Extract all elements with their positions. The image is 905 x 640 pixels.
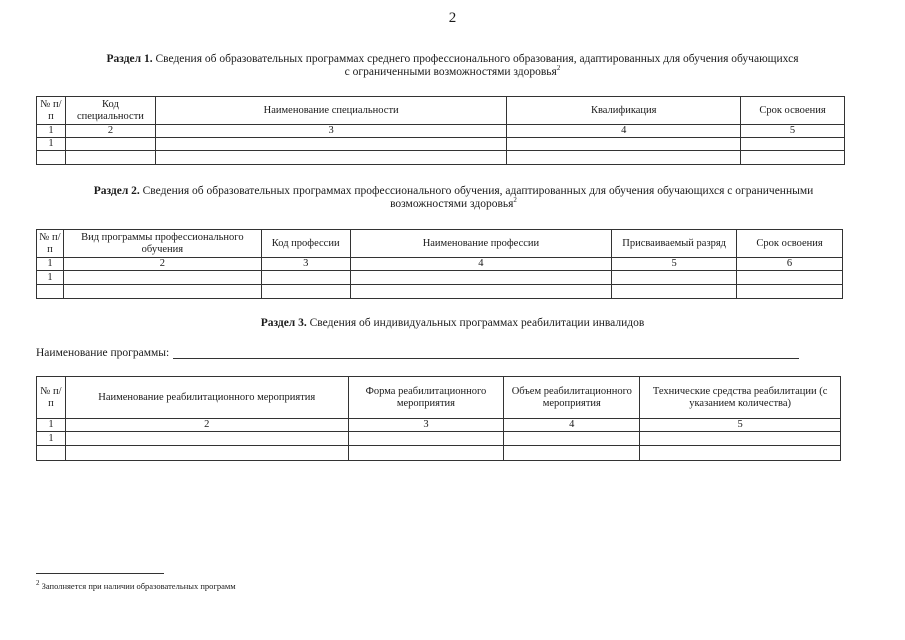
header-cell: Вид программы профессионального обучения	[63, 230, 261, 258]
section1-heading	[40, 53, 865, 79]
table-cell: 4	[504, 419, 640, 432]
table-cell: 4	[507, 125, 741, 138]
section3-table	[36, 376, 841, 461]
table-numbering-row	[37, 258, 843, 271]
section3-title: Сведения об индивидуальных программах реабилитации инвалидов	[309, 317, 645, 329]
table-cell: 1	[37, 271, 64, 285]
table-row	[37, 285, 843, 299]
table-cell	[640, 446, 841, 461]
table-cell: 1	[37, 432, 66, 446]
table-cell	[348, 446, 504, 461]
table-cell	[65, 432, 348, 446]
table-row	[37, 271, 843, 285]
header-cell: Срок освоения	[737, 230, 843, 258]
footnote-mark: 2	[36, 579, 40, 588]
table-cell	[612, 285, 737, 299]
section1-label: Раздел 1.	[106, 53, 153, 65]
table-cell	[737, 285, 843, 299]
table-cell	[640, 432, 841, 446]
header-cell: № п/п	[37, 97, 66, 125]
table-cell	[155, 151, 506, 165]
table-cell	[350, 285, 612, 299]
table-cell	[504, 432, 640, 446]
header-cell: Присваиваемый разряд	[612, 230, 737, 258]
table-cell	[348, 432, 504, 446]
header-cell: Технические средства реабилитации (с указанием количества)	[640, 377, 841, 419]
table-cell	[65, 151, 155, 165]
table-cell: 2	[63, 258, 261, 271]
table-cell	[350, 271, 612, 285]
header-cell: Код специальности	[65, 97, 155, 125]
table-cell: 3	[261, 258, 350, 271]
table-cell: 4	[350, 258, 612, 271]
section1-table	[36, 96, 845, 165]
header-cell: Наименование специальности	[155, 97, 506, 125]
table-cell	[741, 151, 845, 165]
table-cell	[504, 446, 640, 461]
header-cell: Форма реабилитационного мероприятия	[348, 377, 504, 419]
table-cell	[37, 446, 66, 461]
table-cell: 2	[65, 125, 155, 138]
section2-table	[36, 229, 843, 299]
table-numbering-row	[37, 125, 845, 138]
table-cell	[261, 271, 350, 285]
table-cell	[65, 138, 155, 151]
table-cell	[741, 138, 845, 151]
table-cell: 1	[37, 419, 66, 432]
table-row	[37, 138, 845, 151]
table-cell	[37, 285, 64, 299]
table-cell: 1	[37, 125, 66, 138]
section3-heading	[0, 317, 905, 330]
program-name-blank	[173, 346, 799, 359]
footnote-ref: 2	[556, 64, 561, 73]
table-cell	[63, 285, 261, 299]
table-cell: 1	[37, 258, 64, 271]
table-row	[37, 151, 845, 165]
footnote-ref: 2	[513, 196, 517, 205]
header-cell: Срок освоения	[741, 97, 845, 125]
header-cell: Код профессии	[261, 230, 350, 258]
table-cell	[507, 138, 741, 151]
header-cell: № п/п	[37, 377, 66, 419]
header-cell: № п/п	[37, 230, 64, 258]
footnote-rule	[36, 573, 164, 574]
header-cell: Объем реабилитационного мероприятия	[504, 377, 640, 419]
section2-heading	[36, 185, 871, 211]
section2-label: Раздел 2.	[93, 185, 140, 197]
program-name-line	[36, 346, 799, 359]
header-cell: Наименование реабилитационного мероприятия	[65, 377, 348, 419]
program-name-label: Наименование программы:	[36, 347, 170, 359]
header-cell: Наименование профессии	[350, 230, 612, 258]
table-cell	[261, 285, 350, 299]
table-cell: 5	[640, 419, 841, 432]
table-row	[37, 446, 841, 461]
section1-title-line1: Сведения об образовательных программах среднего профессионального образования, адаптированных для обучения обучающихся	[155, 53, 799, 65]
table-cell: 1	[37, 138, 66, 151]
footnote-text: Заполняется при наличии образовательных программ	[41, 581, 236, 591]
table-cell: 6	[737, 258, 843, 271]
table-header-row	[37, 377, 841, 419]
table-cell: 5	[741, 125, 845, 138]
section2-title-line2: возможностями здоровья	[390, 198, 514, 210]
section2-title-line1: Сведения об образовательных программах профессионального обучения, адаптированных для обучения обучающихся с ограниченными	[142, 185, 814, 197]
table-cell: 3	[348, 419, 504, 432]
section1-title-line2: с ограниченными возможностями здоровья	[344, 66, 557, 78]
section3-label: Раздел 3.	[260, 317, 307, 329]
header-cell: Квалификация	[507, 97, 741, 125]
table-numbering-row	[37, 419, 841, 432]
table-row	[37, 432, 841, 446]
table-header-row	[37, 230, 843, 258]
table-cell: 2	[65, 419, 348, 432]
table-cell	[737, 271, 843, 285]
footnote	[36, 581, 236, 591]
page-number: 2	[448, 10, 457, 26]
table-cell	[155, 138, 506, 151]
table-cell	[65, 446, 348, 461]
table-cell	[507, 151, 741, 165]
table-cell: 3	[155, 125, 506, 138]
table-cell: 5	[612, 258, 737, 271]
table-cell	[63, 271, 261, 285]
table-cell	[37, 151, 66, 165]
table-header-row	[37, 97, 845, 125]
table-cell	[612, 271, 737, 285]
